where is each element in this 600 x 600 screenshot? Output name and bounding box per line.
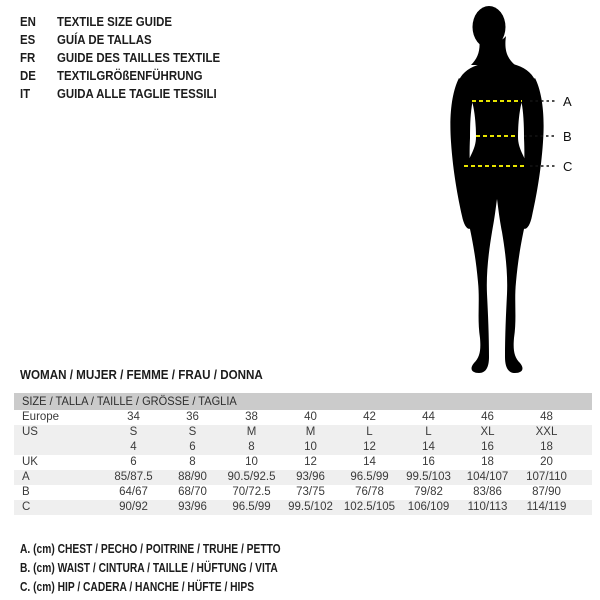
language-code: IT (20, 85, 31, 101)
language-row (20, 48, 220, 66)
table-cell: 85/87.5 (114, 471, 153, 483)
size-table (14, 393, 592, 515)
table-cell: 102.5/105 (343, 501, 396, 513)
row-spacer (576, 485, 592, 500)
legend-chest: A. (cm) CHEST / PECHO / POITRINE / TRUHE / PETTO (20, 542, 281, 556)
table-cell: 40 (304, 411, 317, 423)
table-cell: 10 (304, 441, 317, 453)
language-title: TEXTILGRÖßENFÜHRUNG (56, 67, 203, 83)
table-cell: 96.5/99 (232, 501, 271, 513)
table-cell: 73/75 (296, 486, 325, 498)
table-cell: 36 (186, 411, 199, 423)
table-cell: 106/109 (407, 501, 450, 513)
table-cell: 38 (245, 411, 258, 423)
table-cell: L (366, 426, 373, 438)
table-cell: 34 (127, 411, 140, 423)
table-cell: 88/90 (178, 471, 207, 483)
table-cell: 114/119 (526, 501, 567, 513)
language-title: TEXTILE SIZE GUIDE (56, 13, 173, 29)
table-cell: M (246, 426, 257, 438)
table-cell: XXL (535, 426, 558, 438)
table-cell: 16 (481, 441, 494, 453)
language-row (20, 84, 220, 102)
table-cell: 110/113 (467, 501, 508, 513)
marker-label-c: C (563, 159, 573, 174)
table-cell: 96.5/99 (350, 471, 389, 483)
table-cell: 44 (422, 411, 435, 423)
table-cell: 76/78 (355, 486, 384, 498)
language-row (20, 66, 220, 84)
table-cell: 68/70 (178, 486, 207, 498)
legend-hip: C. (cm) HIP / CADERA / HANCHE / HÜFTE / HIPS (20, 580, 255, 594)
table-row-europe (14, 410, 592, 425)
language-code: FR (20, 49, 36, 65)
row-label: UK (22, 456, 38, 468)
table-cell: 8 (189, 456, 196, 468)
table-header-label: SIZE / TALLA / TAILLE / GRÖSSE / TAGLIA (22, 394, 237, 408)
table-cell: 20 (540, 456, 553, 468)
row-spacer (576, 455, 592, 470)
table-cell: 6 (130, 456, 137, 468)
table-row-hip-c (14, 500, 592, 515)
row-spacer (576, 500, 592, 515)
language-title: GUIDE DES TAILLES TEXTILE (56, 49, 221, 65)
table-cell: 107/110 (526, 471, 567, 483)
table-cell: 83/86 (473, 486, 502, 498)
table-cell: 93/96 (296, 471, 325, 483)
row-spacer (576, 440, 592, 455)
table-row-waist-b (14, 485, 592, 500)
silhouette-left-arm (450, 78, 474, 229)
table-cell: 90/92 (119, 501, 148, 513)
row-label: B (22, 486, 30, 498)
table-cell: 8 (248, 441, 255, 453)
table-cell: 12 (363, 441, 376, 453)
table-cell: 18 (481, 456, 494, 468)
table-cell: 46 (481, 411, 494, 423)
row-label (14, 440, 104, 455)
table-cell: L (425, 426, 432, 438)
row-spacer (576, 470, 592, 485)
table-cell: 16 (422, 456, 435, 468)
table-cell: S (129, 426, 138, 438)
table-cell: 79/82 (414, 486, 443, 498)
language-code: DE (20, 67, 36, 83)
marker-label-b: B (563, 129, 572, 144)
row-label: C (22, 501, 31, 513)
language-code: ES (20, 31, 36, 47)
table-cell: S (188, 426, 197, 438)
language-row (20, 12, 220, 30)
language-title: GUÍA DE TALLAS (56, 31, 152, 47)
table-cell: 104/107 (466, 471, 509, 483)
table-cell: 93/96 (178, 501, 207, 513)
language-title: GUIDA ALLE TAGLIE TESSILI (56, 85, 217, 101)
woman-silhouette-figure (430, 0, 600, 380)
table-cell: 99.5/103 (406, 471, 451, 483)
table-row-us-letters (14, 425, 592, 440)
table-cell: 14 (363, 456, 376, 468)
table-cell: 10 (245, 456, 258, 468)
row-spacer (576, 425, 592, 440)
marker-label-a: A (563, 94, 572, 109)
table-cell: 6 (189, 441, 196, 453)
row-label: US (22, 426, 38, 438)
table-cell: 70/72.5 (232, 486, 271, 498)
table-cell: 18 (540, 441, 553, 453)
language-row (20, 30, 220, 48)
table-cell: XL (480, 426, 495, 438)
table-cell: 12 (304, 456, 317, 468)
language-code: EN (20, 13, 36, 29)
table-cell: 48 (540, 411, 553, 423)
section-title-woman: WOMAN / MUJER / FEMME / FRAU / DONNA (20, 368, 263, 382)
table-row-chest-a (14, 470, 592, 485)
legend-waist: B. (cm) WAIST / CINTURA / TAILLE / HÜFTUNG / VITA (20, 561, 278, 575)
table-row-uk (14, 455, 592, 470)
table-cell: 90.5/92.5 (227, 471, 276, 483)
table-cell: 87/90 (532, 486, 561, 498)
language-list (20, 12, 220, 102)
row-label: A (22, 471, 30, 483)
table-cell: 42 (363, 411, 376, 423)
table-cell: 64/67 (119, 486, 148, 498)
table-row-us-numbers (14, 440, 592, 455)
table-cell: 4 (130, 441, 137, 453)
table-cell: M (305, 426, 316, 438)
row-label: Europe (22, 411, 60, 423)
row-spacer (576, 410, 592, 425)
measurement-legend (20, 540, 281, 597)
table-cell: 99.5/102 (288, 501, 333, 513)
table-header (14, 393, 592, 410)
table-cell: 14 (422, 441, 435, 453)
